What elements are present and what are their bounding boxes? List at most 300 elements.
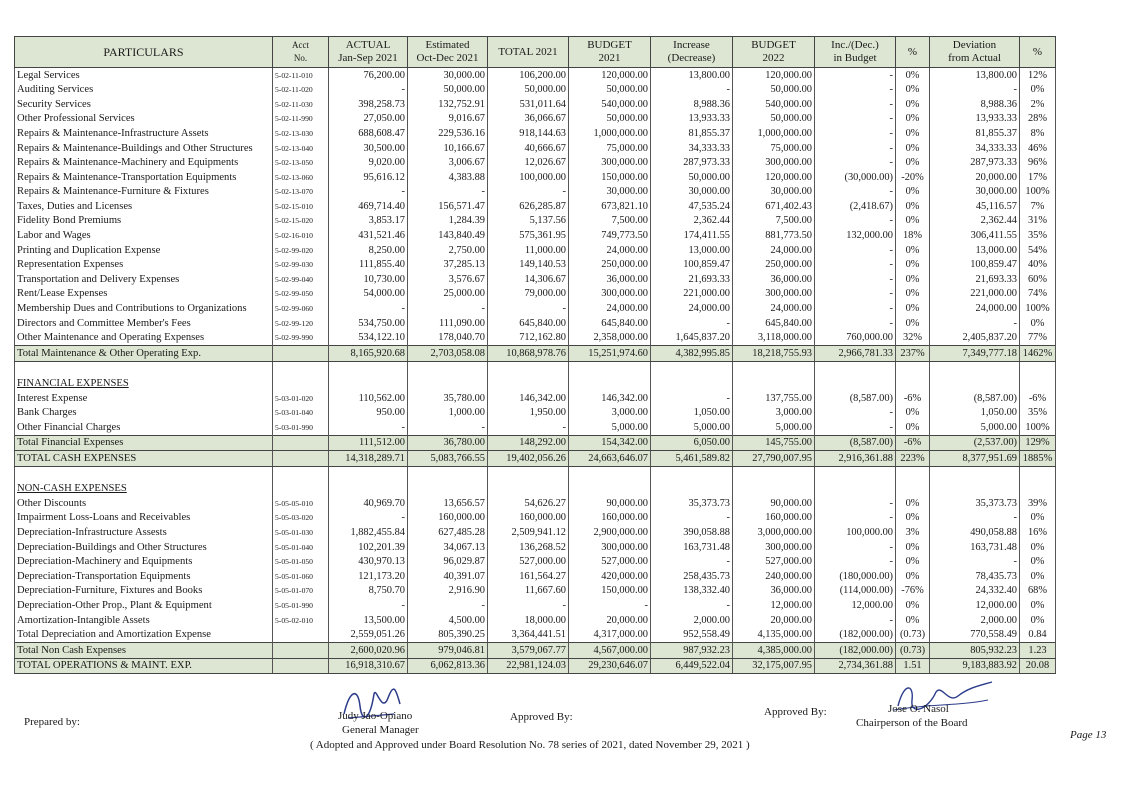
cell-deviation xyxy=(930,482,1020,497)
spacer-row xyxy=(15,467,1056,482)
table-row xyxy=(15,316,1056,331)
cell-budget-2022: 240,000.00 xyxy=(733,569,815,584)
table-header xyxy=(15,37,1056,68)
cell-acct-no: 5-02-11-020 xyxy=(273,83,329,98)
cell-deviation: 1,050.00 xyxy=(930,406,1020,421)
cell-budget-2021: 154,342.00 xyxy=(569,435,651,451)
cell-increase-decrease xyxy=(651,361,733,376)
cell-budget-2021: 120,000.00 xyxy=(569,68,651,83)
cell-actual: - xyxy=(329,511,408,526)
column-header-budget-2022: BUDGET 2022 xyxy=(733,37,815,68)
chair-name: Jose O. Nasol xyxy=(888,703,949,715)
cell-particulars: Repairs & Maintenance-Infrastructure Assets xyxy=(15,126,273,141)
cell-particulars: Fidelity Bond Premiums xyxy=(15,214,273,229)
cell-increase-decrease: 174,411.55 xyxy=(651,229,733,244)
cell-estimated: 156,571.47 xyxy=(408,199,488,214)
cell-actual: 8,250.00 xyxy=(329,243,408,258)
cell-budget-2022: 4,135,000.00 xyxy=(733,628,815,643)
cell-percent-deviation: 0% xyxy=(1020,598,1056,613)
cell-deviation: 35,373.73 xyxy=(930,496,1020,511)
table-row xyxy=(15,258,1056,273)
gm-title: General Manager xyxy=(342,724,419,736)
cell-actual: 76,200.00 xyxy=(329,68,408,83)
table-row xyxy=(15,229,1056,244)
cell-increase-decrease: 2,362.44 xyxy=(651,214,733,229)
cell-total-2021: 12,026.67 xyxy=(488,156,569,171)
cell-acct-no xyxy=(273,628,329,643)
cell-budget-2022: 24,000.00 xyxy=(733,302,815,317)
cell-percent-deviation: 20.08 xyxy=(1020,658,1056,674)
cell-particulars: Legal Services xyxy=(15,68,273,83)
cell-actual: 111,512.00 xyxy=(329,435,408,451)
cell-deviation: 805,932.23 xyxy=(930,643,1020,659)
cell-increase-decrease: - xyxy=(651,511,733,526)
cell-budget-2021: 300,000.00 xyxy=(569,287,651,302)
cell-deviation: 24,332.40 xyxy=(930,584,1020,599)
cell-percent-deviation: 12% xyxy=(1020,68,1056,83)
cell-particulars: Repairs & Maintenance-Machinery and Equipments xyxy=(15,156,273,171)
cell-total-2021: 50,000.00 xyxy=(488,83,569,98)
cell-percent: 32% xyxy=(896,331,930,346)
cell-estimated: 627,485.28 xyxy=(408,525,488,540)
cell-increase-decrease: - xyxy=(651,391,733,406)
cell-increase-decrease: 6,449,522.04 xyxy=(651,658,733,674)
cell-acct-no: 5-02-11-030 xyxy=(273,97,329,112)
cell-budget-2022: 36,000.00 xyxy=(733,272,815,287)
cell-increase-decrease: 24,000.00 xyxy=(651,302,733,317)
cell-actual xyxy=(329,361,408,376)
cell-total-2021: 11,000.00 xyxy=(488,243,569,258)
cell-percent: 0% xyxy=(896,185,930,200)
column-header-increase-decrease: Increase (Decrease) xyxy=(651,37,733,68)
cell-percent-deviation: 40% xyxy=(1020,258,1056,273)
cell-estimated: 36,780.00 xyxy=(408,435,488,451)
cell-budget-2022: 527,000.00 xyxy=(733,555,815,570)
cell-budget-2022: 137,755.00 xyxy=(733,391,815,406)
cell-acct-no: 5-02-13-070 xyxy=(273,185,329,200)
cell-estimated: 229,536.16 xyxy=(408,126,488,141)
cell-deviation: 13,933.33 xyxy=(930,112,1020,127)
cell-budget-2021: 250,000.00 xyxy=(569,258,651,273)
cell-budget-2021 xyxy=(569,482,651,497)
cell-percent-deviation xyxy=(1020,361,1056,376)
cell-total-2021: 136,268.52 xyxy=(488,540,569,555)
column-header-percent-deviation: % xyxy=(1020,37,1056,68)
spacer-row xyxy=(15,361,1056,376)
cell-estimated: 35,780.00 xyxy=(408,391,488,406)
cell-percent: 0% xyxy=(896,214,930,229)
cell-inc-dec-budget: 2,966,781.33 xyxy=(815,346,896,362)
column-header-inc-dec-budget: Inc./(Dec.) in Budget xyxy=(815,37,896,68)
cell-inc-dec-budget: (182,000.00) xyxy=(815,643,896,659)
total-row xyxy=(15,435,1056,451)
cell-percent: 0% xyxy=(896,598,930,613)
cell-actual: 30,500.00 xyxy=(329,141,408,156)
cell-percent-deviation: 0% xyxy=(1020,540,1056,555)
cell-estimated: 6,062,813.36 xyxy=(408,658,488,674)
cell-estimated: 143,840.49 xyxy=(408,229,488,244)
column-header-budget-2021: BUDGET 2021 xyxy=(569,37,651,68)
table-row xyxy=(15,287,1056,302)
cell-budget-2021: 146,342.00 xyxy=(569,391,651,406)
cell-acct-no xyxy=(273,435,329,451)
approved-by-label-gm: Approved By: xyxy=(510,711,573,723)
cell-deviation: 490,058.88 xyxy=(930,525,1020,540)
table-row xyxy=(15,613,1056,628)
cell-actual: 3,853.17 xyxy=(329,214,408,229)
cell-estimated: 4,500.00 xyxy=(408,613,488,628)
cell-percent-deviation: 0.84 xyxy=(1020,628,1056,643)
cell-inc-dec-budget: - xyxy=(815,141,896,156)
table-row xyxy=(15,569,1056,584)
cell-increase-decrease: 138,332.40 xyxy=(651,584,733,599)
cell-total-2021: 18,000.00 xyxy=(488,613,569,628)
cell-inc-dec-budget xyxy=(815,467,896,482)
cell-inc-dec-budget: - xyxy=(815,511,896,526)
column-header-percent: % xyxy=(896,37,930,68)
cell-inc-dec-budget: - xyxy=(815,420,896,435)
cell-deviation xyxy=(930,376,1020,391)
cell-budget-2021: 50,000.00 xyxy=(569,83,651,98)
cell-estimated xyxy=(408,467,488,482)
cell-inc-dec-budget: - xyxy=(815,406,896,421)
cell-total-2021: 54,626.27 xyxy=(488,496,569,511)
cell-acct-no: 5-03-01-020 xyxy=(273,391,329,406)
cell-percent-deviation: 68% xyxy=(1020,584,1056,599)
cell-acct-no: 5-05-01-070 xyxy=(273,584,329,599)
cell-acct-no xyxy=(273,376,329,391)
cell-estimated: - xyxy=(408,302,488,317)
cell-budget-2021: - xyxy=(569,598,651,613)
cell-actual: 8,165,920.68 xyxy=(329,346,408,362)
cell-increase-decrease: 5,000.00 xyxy=(651,420,733,435)
cell-percent-deviation: 1885% xyxy=(1020,451,1056,467)
cell-inc-dec-budget: - xyxy=(815,272,896,287)
cell-actual: 688,608.47 xyxy=(329,126,408,141)
cell-particulars: Other Discounts xyxy=(15,496,273,511)
cell-total-2021: 918,144.63 xyxy=(488,126,569,141)
cell-acct-no xyxy=(273,643,329,659)
cell-actual: 469,714.40 xyxy=(329,199,408,214)
column-header-estimated: Estimated Oct-Dec 2021 xyxy=(408,37,488,68)
cell-percent: -76% xyxy=(896,584,930,599)
cell-particulars: Total Depreciation and Amortization Expense xyxy=(15,628,273,643)
cell-percent: 0% xyxy=(896,555,930,570)
cell-particulars: Printing and Duplication Expense xyxy=(15,243,273,258)
cell-percent-deviation: 96% xyxy=(1020,156,1056,171)
cell-budget-2021: 673,821.10 xyxy=(569,199,651,214)
cell-actual: 40,969.70 xyxy=(329,496,408,511)
cell-budget-2022: 1,000,000.00 xyxy=(733,126,815,141)
cell-particulars: Representation Expenses xyxy=(15,258,273,273)
cell-increase-decrease: 50,000.00 xyxy=(651,170,733,185)
cell-percent: 0% xyxy=(896,496,930,511)
cell-total-2021: 645,840.00 xyxy=(488,316,569,331)
cell-acct-no xyxy=(273,361,329,376)
table-row xyxy=(15,598,1056,613)
cell-budget-2021: 420,000.00 xyxy=(569,569,651,584)
cell-budget-2021: 150,000.00 xyxy=(569,584,651,599)
cell-percent-deviation: 16% xyxy=(1020,525,1056,540)
prepared-by-label: Prepared by: xyxy=(24,716,80,728)
cell-total-2021: 36,066.67 xyxy=(488,112,569,127)
cell-inc-dec-budget: 12,000.00 xyxy=(815,598,896,613)
cell-acct-no xyxy=(273,467,329,482)
cell-percent-deviation: 31% xyxy=(1020,214,1056,229)
cell-percent: 0% xyxy=(896,613,930,628)
cell-total-2021: 14,306.67 xyxy=(488,272,569,287)
cell-particulars: Depreciation-Machinery and Equipments xyxy=(15,555,273,570)
cell-percent: (0.73) xyxy=(896,643,930,659)
cell-budget-2021: 36,000.00 xyxy=(569,272,651,287)
gm-name: Judy Jao-Opiano xyxy=(338,710,413,722)
cell-deviation: 2,405,837.20 xyxy=(930,331,1020,346)
cell-estimated: 1,284.39 xyxy=(408,214,488,229)
cell-increase-decrease xyxy=(651,467,733,482)
cell-estimated: - xyxy=(408,420,488,435)
cell-acct-no: 5-02-99-040 xyxy=(273,272,329,287)
cell-budget-2022: 5,000.00 xyxy=(733,420,815,435)
cell-inc-dec-budget: - xyxy=(815,68,896,83)
cell-estimated: 132,752.91 xyxy=(408,97,488,112)
cell-total-2021: 575,361.95 xyxy=(488,229,569,244)
cell-percent: 1.51 xyxy=(896,658,930,674)
cell-percent: 0% xyxy=(896,199,930,214)
cell-percent: 0% xyxy=(896,316,930,331)
cell-acct-no: 5-02-99-990 xyxy=(273,331,329,346)
cell-acct-no: 5-02-11-010 xyxy=(273,68,329,83)
cell-total-2021: 160,000.00 xyxy=(488,511,569,526)
cell-particulars: Repairs & Maintenance-Furniture & Fixtures xyxy=(15,185,273,200)
cell-actual: - xyxy=(329,420,408,435)
cell-estimated xyxy=(408,482,488,497)
cell-particulars xyxy=(15,467,273,482)
total-row xyxy=(15,346,1056,362)
cell-percent-deviation: 28% xyxy=(1020,112,1056,127)
table-row xyxy=(15,331,1056,346)
cell-percent-deviation: 1462% xyxy=(1020,346,1056,362)
table-row xyxy=(15,214,1056,229)
cell-inc-dec-budget: - xyxy=(815,540,896,555)
cell-inc-dec-budget: - xyxy=(815,258,896,273)
table-row xyxy=(15,555,1056,570)
cell-estimated: 37,285.13 xyxy=(408,258,488,273)
cell-total-2021 xyxy=(488,467,569,482)
cell-particulars: TOTAL OPERATIONS & MAINT. EXP. xyxy=(15,658,273,674)
cell-inc-dec-budget: - xyxy=(815,316,896,331)
cell-percent-deviation xyxy=(1020,482,1056,497)
cell-percent-deviation: 129% xyxy=(1020,435,1056,451)
cell-estimated: 4,383.88 xyxy=(408,170,488,185)
cell-budget-2021: 527,000.00 xyxy=(569,555,651,570)
cell-inc-dec-budget: - xyxy=(815,613,896,628)
cell-deviation: 20,000.00 xyxy=(930,170,1020,185)
cell-acct-no: 5-05-01-050 xyxy=(273,555,329,570)
cell-actual: - xyxy=(329,598,408,613)
cell-budget-2021: 3,000.00 xyxy=(569,406,651,421)
cell-increase-decrease: - xyxy=(651,598,733,613)
cell-percent: 0% xyxy=(896,258,930,273)
cell-budget-2022: 300,000.00 xyxy=(733,156,815,171)
cell-particulars: Bank Charges xyxy=(15,406,273,421)
cell-percent-deviation: 1.23 xyxy=(1020,643,1056,659)
cell-actual: 14,318,289.71 xyxy=(329,451,408,467)
cell-deviation: 221,000.00 xyxy=(930,287,1020,302)
total-row xyxy=(15,658,1056,674)
cell-deviation: 13,000.00 xyxy=(930,243,1020,258)
cell-budget-2021: 5,000.00 xyxy=(569,420,651,435)
cell-budget-2021: 15,251,974.60 xyxy=(569,346,651,362)
cell-budget-2022: 300,000.00 xyxy=(733,287,815,302)
table-row xyxy=(15,68,1056,83)
cell-percent xyxy=(896,467,930,482)
cell-total-2021: 712,162.80 xyxy=(488,331,569,346)
cell-budget-2022: 160,000.00 xyxy=(733,511,815,526)
cell-percent: 0% xyxy=(896,569,930,584)
cell-increase-decrease: 987,932.23 xyxy=(651,643,733,659)
cell-inc-dec-budget: (8,587.00) xyxy=(815,391,896,406)
cell-increase-decrease: 100,859.47 xyxy=(651,258,733,273)
cell-percent: 0% xyxy=(896,243,930,258)
cell-particulars: Auditing Services xyxy=(15,83,273,98)
cell-acct-no: 5-03-01-990 xyxy=(273,420,329,435)
cell-particulars xyxy=(15,361,273,376)
cell-actual: 95,616.12 xyxy=(329,170,408,185)
cell-budget-2022: 671,402.43 xyxy=(733,199,815,214)
cell-acct-no: 5-05-01-040 xyxy=(273,540,329,555)
cell-budget-2022: 145,755.00 xyxy=(733,435,815,451)
cell-acct-no: 5-02-13-060 xyxy=(273,170,329,185)
cell-acct-no: 5-02-16-010 xyxy=(273,229,329,244)
cell-budget-2022: 18,218,755.93 xyxy=(733,346,815,362)
cell-budget-2022: 3,118,000.00 xyxy=(733,331,815,346)
cell-estimated: 178,040.70 xyxy=(408,331,488,346)
table-row xyxy=(15,628,1056,643)
cell-actual: 8,750.70 xyxy=(329,584,408,599)
cell-budget-2022: 20,000.00 xyxy=(733,613,815,628)
cell-estimated: 3,006.67 xyxy=(408,156,488,171)
cell-budget-2021: 90,000.00 xyxy=(569,496,651,511)
cell-acct-no xyxy=(273,451,329,467)
cell-estimated: 2,750.00 xyxy=(408,243,488,258)
cell-acct-no: 5-02-15-020 xyxy=(273,214,329,229)
cell-increase-decrease: - xyxy=(651,555,733,570)
cell-percent: -6% xyxy=(896,391,930,406)
cell-deviation xyxy=(930,467,1020,482)
cell-budget-2021: 1,000,000.00 xyxy=(569,126,651,141)
cell-total-2021: - xyxy=(488,185,569,200)
cell-percent: 0% xyxy=(896,420,930,435)
cell-acct-no: 5-05-01-060 xyxy=(273,569,329,584)
cell-budget-2021: 150,000.00 xyxy=(569,170,651,185)
table-row xyxy=(15,496,1056,511)
cell-actual: 13,500.00 xyxy=(329,613,408,628)
cell-percent-deviation: 35% xyxy=(1020,229,1056,244)
table-row xyxy=(15,391,1056,406)
cell-percent: 0% xyxy=(896,83,930,98)
table-row xyxy=(15,243,1056,258)
cell-acct-no: 5-02-99-120 xyxy=(273,316,329,331)
cell-increase-decrease: 21,693.33 xyxy=(651,272,733,287)
cell-increase-decrease: 1,645,837.20 xyxy=(651,331,733,346)
cell-acct-no: 5-05-03-020 xyxy=(273,511,329,526)
cell-estimated: 2,703,058.08 xyxy=(408,346,488,362)
cell-percent-deviation: 46% xyxy=(1020,141,1056,156)
cell-budget-2021: 50,000.00 xyxy=(569,112,651,127)
chair-title: Chairperson of the Board xyxy=(856,717,968,729)
cell-increase-decrease: 221,000.00 xyxy=(651,287,733,302)
cell-acct-no xyxy=(273,658,329,674)
cell-actual: 430,970.13 xyxy=(329,555,408,570)
cell-total-2021 xyxy=(488,361,569,376)
cell-percent: 0% xyxy=(896,97,930,112)
cell-deviation: - xyxy=(930,83,1020,98)
cell-actual: 950.00 xyxy=(329,406,408,421)
column-header-total-2021: TOTAL 2021 xyxy=(488,37,569,68)
cell-budget-2022: 24,000.00 xyxy=(733,243,815,258)
cell-budget-2021: 300,000.00 xyxy=(569,540,651,555)
cell-total-2021: 148,292.00 xyxy=(488,435,569,451)
cell-budget-2021: 160,000.00 xyxy=(569,511,651,526)
cell-inc-dec-budget: - xyxy=(815,112,896,127)
cell-increase-decrease: 13,800.00 xyxy=(651,68,733,83)
cell-increase-decrease: 34,333.33 xyxy=(651,141,733,156)
cell-percent: 0% xyxy=(896,287,930,302)
cell-budget-2022: 250,000.00 xyxy=(733,258,815,273)
cell-budget-2022: 3,000.00 xyxy=(733,406,815,421)
cell-increase-decrease: 5,461,589.82 xyxy=(651,451,733,467)
cell-particulars: Depreciation-Infrastructure Assests xyxy=(15,525,273,540)
cell-estimated: 979,046.81 xyxy=(408,643,488,659)
cell-increase-decrease: 81,855.37 xyxy=(651,126,733,141)
cell-particulars: Security Services xyxy=(15,97,273,112)
cell-budget-2021: 645,840.00 xyxy=(569,316,651,331)
cell-budget-2021: 300,000.00 xyxy=(569,156,651,171)
cell-budget-2022: 12,000.00 xyxy=(733,598,815,613)
cell-percent-deviation: 39% xyxy=(1020,496,1056,511)
cell-particulars: Membership Dues and Contributions to Organizations xyxy=(15,302,273,317)
cell-budget-2021: 20,000.00 xyxy=(569,613,651,628)
cell-inc-dec-budget: (30,000.00) xyxy=(815,170,896,185)
cell-percent-deviation: 0% xyxy=(1020,316,1056,331)
cell-total-2021: 3,579,067.77 xyxy=(488,643,569,659)
cell-actual xyxy=(329,482,408,497)
cell-percent-deviation: 100% xyxy=(1020,420,1056,435)
cell-total-2021: 11,667.60 xyxy=(488,584,569,599)
table-row xyxy=(15,540,1056,555)
cell-increase-decrease: 1,050.00 xyxy=(651,406,733,421)
cell-percent-deviation: 60% xyxy=(1020,272,1056,287)
table-row xyxy=(15,272,1056,287)
table-row xyxy=(15,584,1056,599)
cell-percent: 0% xyxy=(896,406,930,421)
cell-total-2021: 10,868,978.76 xyxy=(488,346,569,362)
cell-budget-2022 xyxy=(733,467,815,482)
cell-budget-2021: 24,663,646.07 xyxy=(569,451,651,467)
cell-deviation: (8,587.00) xyxy=(930,391,1020,406)
cell-acct-no: 5-05-01-030 xyxy=(273,525,329,540)
cell-acct-no xyxy=(273,346,329,362)
cell-percent: (0.73) xyxy=(896,628,930,643)
table-row xyxy=(15,97,1056,112)
cell-increase-decrease: 952,558.49 xyxy=(651,628,733,643)
cell-particulars: Amortization-Intangible Assets xyxy=(15,613,273,628)
cell-actual: - xyxy=(329,302,408,317)
column-header-actual: ACTUAL Jan-Sep 2021 xyxy=(329,37,408,68)
cell-estimated: 40,391.07 xyxy=(408,569,488,584)
cell-increase-decrease: 390,058.88 xyxy=(651,525,733,540)
cell-particulars: Depreciation-Buildings and Other Structures xyxy=(15,540,273,555)
